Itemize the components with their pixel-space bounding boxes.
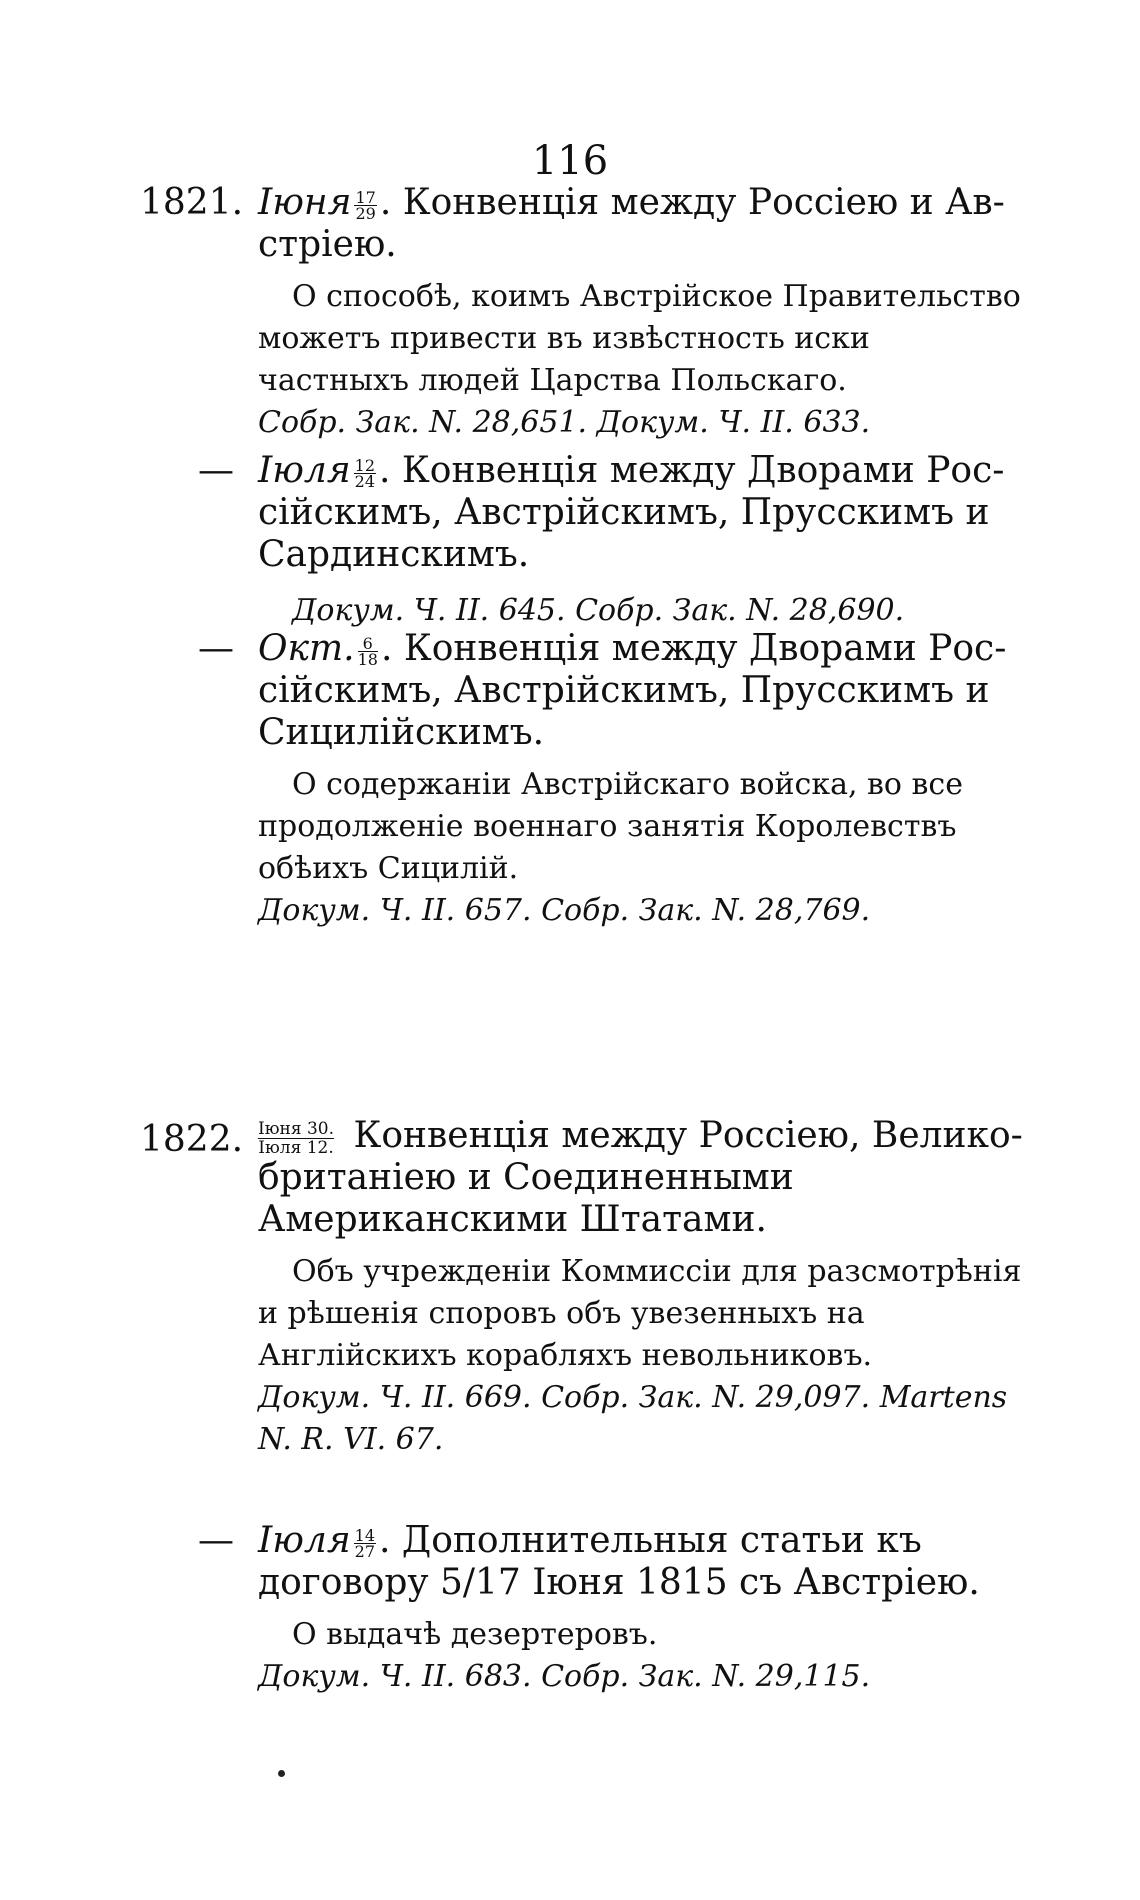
entry-date-fraction: $\frac{6}{18}$	[357, 633, 378, 669]
entry-reference: Докум. Ч. II. 683. Собр. Зак. N. 29,115.	[258, 1659, 871, 1694]
print-speck	[278, 1770, 285, 1777]
entry-title-line2: британіею и Соединенными Американскими Штатами.	[258, 1157, 794, 1240]
entry-date-fraction: $\frac{17}{29}$	[355, 187, 376, 223]
entry-year: 1821.	[140, 182, 244, 223]
entry-title-line1: Конвенція между Россіею и Ав-	[402, 182, 1005, 223]
treaty-entry: — Іюля $\frac{14}{27}$ . Дополнительныя статьи къ договору 5/17 Іюня 1815 съ Австріею. О выдачѣ дезертеровъ. Докум. Ч. II. 683. Собр. Зак. N. 29,115.	[128, 1520, 1028, 1698]
treaty-entry: — Іюля $\frac{12}{24}$ . Конвенція между Дворами Рос- сійскимъ, Австрійскимъ, Прусскимъ и Сардинскимъ. Докум. Ч. II. 645. Собр. Зак. N. 28,690.	[128, 450, 1028, 632]
page-number: 116	[531, 138, 609, 184]
entry-date-label: Іюля	[258, 450, 351, 491]
entry-title-line2: стріею.	[258, 224, 397, 265]
entry-body: О выдачѣ дезертеровъ.	[292, 1617, 658, 1652]
entry-dash: —	[198, 450, 234, 491]
entry-title-line1: Конвенція между Дворами Рос-	[403, 628, 1007, 669]
entry-date-label: Іюня	[258, 182, 352, 223]
entry-title-line2: договору 5/17 Іюня 1815 съ Австріею.	[258, 1562, 980, 1603]
entry-title-line1: Дополнительныя статьи къ	[401, 1520, 922, 1561]
treaty-entry: — Окт. $\frac{6}{18}$ . Конвенція между Дворами Рос- сійскимъ, Австрійскимъ, Прусскимъ и Сицилійскимъ. О содержаніи Австрійскаго войска, во все продолженіе военнаго занятія Королевствъ обѣихъ Сицилій. Докум. Ч. II. 657. Собр. Зак. N. 28,769.	[128, 628, 1028, 932]
entry-date-fraction: $\frac{14}{27}$	[354, 1525, 376, 1561]
entry-body: О содержаніи Австрійскаго войска, во все продолженіе военнаго занятія Королевствъ обѣихъ Сицилій.	[258, 767, 963, 886]
entry-reference: Собр. Зак. N. 28,651. Докум. Ч. II. 633.	[258, 405, 871, 440]
treaty-entry	[128, 1115, 1028, 1461]
entry-date-fraction: $\frac{12}{24}$	[354, 455, 376, 491]
entry-year: 1822.	[140, 1119, 244, 1160]
entry-title-line2: сійскимъ, Австрійскимъ, Прусскимъ и Сицилійскимъ.	[258, 670, 990, 753]
entry-body: Объ учрежденіи Коммиссіи для разсмотрѣнія и рѣшенія споровъ объ увезенныхъ на Англійскихъ корабляхъ невольниковъ.	[258, 1254, 1022, 1373]
entry-reference: Докум. Ч. II. 645. Собр. Зак. N. 28,690.	[292, 593, 905, 628]
entry-reference: Докум. Ч. II. 657. Собр. Зак. N. 28,769.	[258, 893, 871, 928]
entry-body: О способѣ, коимъ Австрійское Правительство можетъ привести въ извѣстность иски частныхъ людей Царства Польскаго.	[258, 279, 1021, 398]
entry-date-label: Окт.	[258, 628, 355, 669]
entry-title-line1: Конвенція между Россіею, Велико-	[353, 1115, 1023, 1156]
entry-dash: —	[198, 628, 234, 669]
entry-title-line1: Конвенція между Дворами Рос-	[401, 450, 1005, 491]
entry-date-label: Іюля	[258, 1520, 351, 1561]
entry-reference: Докум. Ч. II. 669. Собр. Зак. N. 29,097. Martens N. R. VI. 67.	[258, 1380, 1008, 1457]
entry-dash: —	[198, 1520, 234, 1561]
entry-title-line2: сійскимъ, Австрійскимъ, Прусскимъ и Сардинскимъ.	[258, 492, 990, 575]
entry-date-stack: Іюня 30. Іюля 12.	[258, 1118, 335, 1158]
treaty-entry: 1821. Іюня $\frac{17}{29}$ . Конвенція между Россіею и Ав- стріею. О способѣ, коимъ Австрійское Правительство можетъ привести въ извѣстность иски частныхъ людей Царства Польскаго. Собр. Зак. N. 28,651. Докум. Ч. II. 633.	[128, 182, 1028, 444]
